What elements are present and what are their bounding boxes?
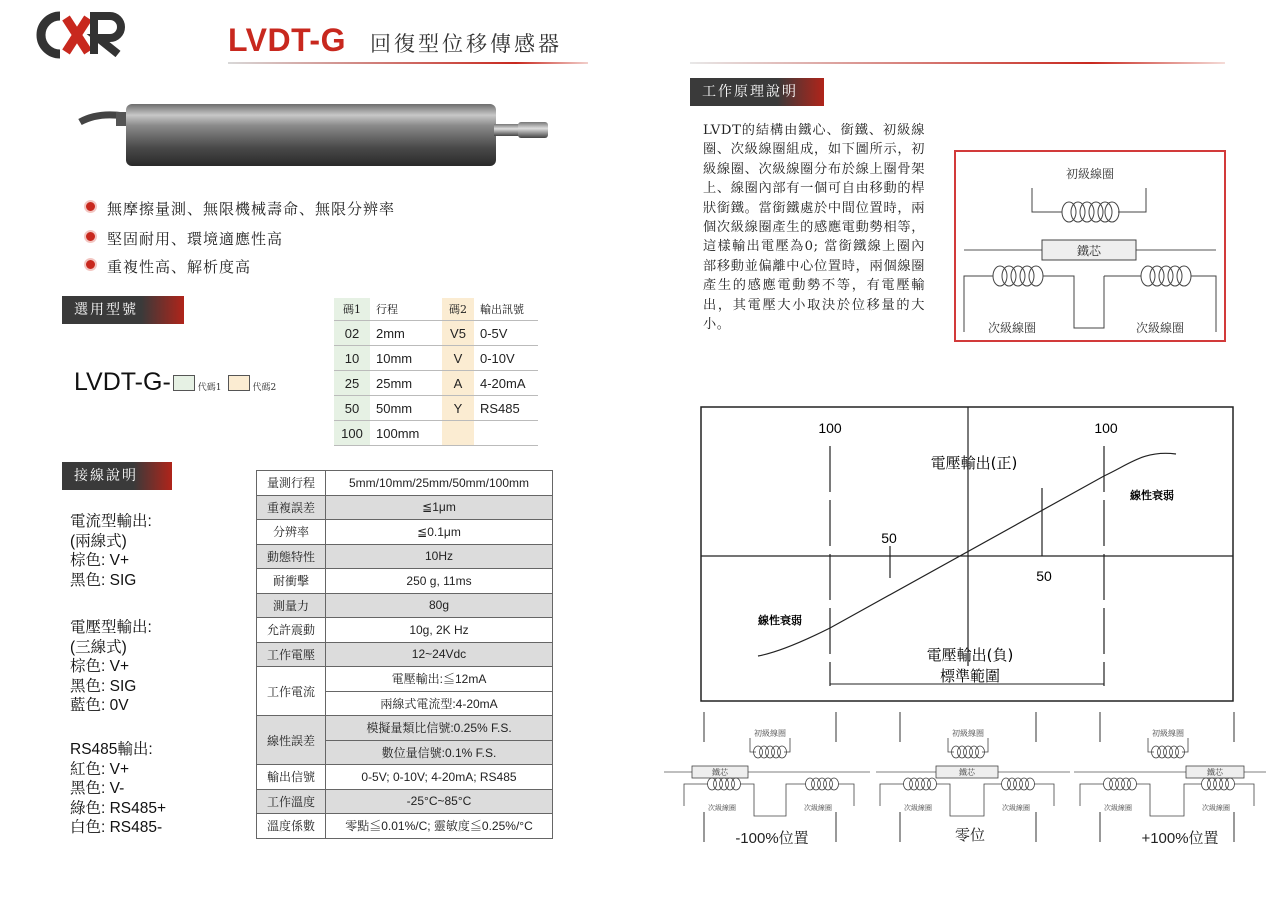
wiring-line: (三線式) xyxy=(70,638,127,656)
spec-value: 10g, 2K Hz xyxy=(326,618,553,643)
header-code1: 碼1 xyxy=(334,298,370,321)
spec-value: 模擬量類比信號:0.25% F.S. xyxy=(326,716,553,741)
secondary-left-label: 次級線圈 xyxy=(988,321,1037,335)
spec-value: 兩線式電流型:4-20mA xyxy=(326,691,553,716)
label-100-left: 100 xyxy=(818,420,842,436)
product-photo xyxy=(78,98,558,170)
cell: 100 xyxy=(334,421,370,446)
feature-item xyxy=(84,256,251,277)
spec-row xyxy=(257,618,553,643)
spec-value: ≦0.1μm xyxy=(326,520,553,545)
spec-row xyxy=(257,716,553,741)
spec-value: 250 g, 11ms xyxy=(326,569,553,594)
spec-row xyxy=(257,642,553,667)
spec-value: 零點≦0.01%/C; 靈敏度≦0.25%/°C xyxy=(326,814,553,839)
table-row xyxy=(334,396,538,421)
wiring-line: 棕色: V+ xyxy=(70,552,130,569)
wiring-line: 綠色: RS485+ xyxy=(70,799,167,817)
cell: 0-10V xyxy=(474,346,538,371)
label-nonlinear-right: 線性衰弱 xyxy=(1130,489,1174,502)
header-output: 輸出訊號 xyxy=(474,298,538,321)
wiring-line: 藍色: 0V xyxy=(70,697,129,714)
spec-key: 工作電流 xyxy=(257,667,326,716)
spec-key: 量測行程 xyxy=(257,471,326,496)
small-secondary-label: 次級線圈 xyxy=(904,804,932,812)
table-row xyxy=(334,321,538,346)
code2-box xyxy=(228,375,250,391)
spec-value: 12~24Vdc xyxy=(326,642,553,667)
code1-box xyxy=(173,375,195,391)
cell xyxy=(442,421,474,446)
wiring-line: (兩線式) xyxy=(70,532,127,550)
wiring-current xyxy=(70,512,152,590)
secondary-right-label: 次級線圈 xyxy=(1136,321,1185,335)
feature-text: 無摩擦量測、無限機械壽命、無限分辨率 xyxy=(107,200,396,218)
spec-value: 10Hz xyxy=(326,544,553,569)
small-core-label: 鐵芯 xyxy=(712,768,728,777)
small-secondary-label: 次級線圈 xyxy=(1002,804,1030,812)
spec-key: 工作溫度 xyxy=(257,789,326,814)
cell: 25mm xyxy=(370,371,442,396)
company-logo xyxy=(36,10,128,60)
model-code xyxy=(74,368,280,397)
wiring-line: 黑色: SIG xyxy=(70,677,137,695)
cell: 50 xyxy=(334,396,370,421)
small-primary-label: 初級線圈 xyxy=(1152,729,1184,738)
label-100-right: 100 xyxy=(1094,420,1118,436)
wiring-line: RS485輸出: xyxy=(70,741,153,758)
position-label: +100%位置 xyxy=(1141,830,1219,847)
position-plus-100 xyxy=(1074,712,1266,847)
spec-value: 電壓輸出:≦12mA xyxy=(326,667,553,692)
bullet-icon xyxy=(84,258,97,271)
label-50-top: 50 xyxy=(881,530,897,546)
cell: 2mm xyxy=(370,321,442,346)
header-rule-right xyxy=(690,62,1225,64)
feature-text: 堅固耐用、環境適應性高 xyxy=(107,230,284,248)
cell: 50mm xyxy=(370,396,442,421)
spec-value: 80g xyxy=(326,593,553,618)
spec-row xyxy=(257,814,553,839)
table-row xyxy=(334,421,538,446)
wiring-voltage xyxy=(70,618,152,716)
position-diagrams xyxy=(664,712,1268,858)
wiring-line: 電壓型輸出: xyxy=(70,619,152,636)
product-title: LVDT-G xyxy=(228,22,346,58)
label-positive: 電壓輸出(正) xyxy=(930,454,1018,472)
spec-row xyxy=(257,765,553,790)
cell: RS485 xyxy=(474,396,538,421)
spec-value: 數位量信號:0.1% F.S. xyxy=(326,740,553,765)
coil-diagram xyxy=(954,150,1226,342)
spec-key: 工作電壓 xyxy=(257,642,326,667)
cell: 4-20mA xyxy=(474,371,538,396)
principle-text: LVDT的結構由鐵心、銜鐵、初級線圈、次級線圈組成，如下圖所示，初級線圈、次級線圈分布於線上圈骨架上、線圈內部有一個可自由移動的桿狀銜鐵。當銜鐵處於中間位置時，兩個次級線圈產生的感應電動勢相等，這樣輸出電壓為0; 當銜鐵線上圈內部移動並偏離中心位置時，兩個線圈產生的感應電動勢不等，有電壓輸出，其電壓大小取決於位移量的大小。 xyxy=(703,123,925,333)
code1-label: 代碼1 xyxy=(197,383,222,393)
cell: 02 xyxy=(334,321,370,346)
cell xyxy=(474,421,538,446)
spec-value: -25°C~85°C xyxy=(326,789,553,814)
spec-row xyxy=(257,569,553,594)
table-row xyxy=(334,371,538,396)
spec-row xyxy=(257,544,553,569)
wiring-line: 白色: RS485- xyxy=(70,819,163,836)
cell: 100mm xyxy=(370,421,442,446)
small-secondary-label: 次級線圈 xyxy=(1104,804,1132,812)
model-prefix: LVDT-G- xyxy=(74,368,171,396)
cell: 10mm xyxy=(370,346,442,371)
feature-item xyxy=(84,228,283,249)
spec-row xyxy=(257,471,553,496)
code2-label: 代碼2 xyxy=(252,383,277,393)
position-zero xyxy=(876,712,1070,844)
code-table xyxy=(334,298,538,446)
spec-key: 測量力 xyxy=(257,593,326,618)
feature-item xyxy=(84,198,395,219)
primary-coil-label: 初級線圈 xyxy=(1065,167,1115,181)
label-50-bottom: 50 xyxy=(1036,568,1052,584)
product-subtitle: 回復型位移傳感器 xyxy=(370,32,562,56)
spec-value: ≦1μm xyxy=(326,495,553,520)
feature-text: 重複性高、解析度高 xyxy=(107,258,252,276)
spec-row xyxy=(257,789,553,814)
cell: 25 xyxy=(334,371,370,396)
spec-row xyxy=(257,667,553,692)
spec-key: 線性誤差 xyxy=(257,716,326,765)
wiring-line: 電流型輸出: xyxy=(70,513,152,530)
spec-key: 重複誤差 xyxy=(257,495,326,520)
cell: A xyxy=(442,371,474,396)
cell: V xyxy=(442,346,474,371)
position-label: 零位 xyxy=(954,827,986,844)
cell: 10 xyxy=(334,346,370,371)
output-graph xyxy=(700,406,1236,704)
small-secondary-label: 次級線圈 xyxy=(804,804,832,812)
label-negative: 電壓輸出(負) xyxy=(926,646,1014,664)
spec-value: 5mm/10mm/25mm/50mm/100mm xyxy=(326,471,553,496)
cell: 0-5V xyxy=(474,321,538,346)
small-secondary-label: 次級線圈 xyxy=(1202,804,1230,812)
code-table-header xyxy=(334,298,538,321)
spec-row xyxy=(257,520,553,545)
table-row xyxy=(334,346,538,371)
small-secondary-label: 次級線圈 xyxy=(708,804,736,812)
header-rule xyxy=(228,62,588,64)
header-code2: 碼2 xyxy=(442,298,474,321)
spec-key: 分辨率 xyxy=(257,520,326,545)
wiring-line: 紅色: V+ xyxy=(70,760,130,778)
small-core-label: 鐵芯 xyxy=(1207,768,1223,777)
spec-key: 輸出信號 xyxy=(257,765,326,790)
spec-key: 允許震動 xyxy=(257,618,326,643)
position-minus-100 xyxy=(664,712,870,847)
section-model-select: 選用型號 xyxy=(62,296,184,324)
small-primary-label: 初級線圈 xyxy=(754,729,786,738)
wiring-line: 黑色: V- xyxy=(70,780,125,797)
section-wiring: 接線說明 xyxy=(62,462,172,490)
wiring-rs485 xyxy=(70,740,166,838)
small-core-label: 鐵芯 xyxy=(959,768,975,777)
spec-row xyxy=(257,495,553,520)
bullet-icon xyxy=(84,200,97,213)
spec-key: 動態特性 xyxy=(257,544,326,569)
spec-value: 0-5V; 0-10V; 4-20mA; RS485 xyxy=(326,765,553,790)
wiring-line: 棕色: V+ xyxy=(70,658,130,675)
label-range: 標準範圍 xyxy=(939,667,1001,685)
section-principle: 工作原理說明 xyxy=(690,78,824,106)
wiring-line: 黑色: SIG xyxy=(70,571,137,589)
header-stroke: 行程 xyxy=(370,298,442,321)
label-nonlinear-left: 線性衰弱 xyxy=(758,614,802,627)
core-label: 鐵芯 xyxy=(1076,244,1102,258)
bullet-icon xyxy=(84,230,97,243)
cell: V5 xyxy=(442,321,474,346)
spec-key: 溫度係數 xyxy=(257,814,326,839)
spec-key: 耐衝擊 xyxy=(257,569,326,594)
cell: Y xyxy=(442,396,474,421)
small-primary-label: 初級線圈 xyxy=(952,729,984,738)
spec-row xyxy=(257,593,553,618)
spec-table xyxy=(256,470,553,839)
position-label: -100%位置 xyxy=(735,830,809,847)
